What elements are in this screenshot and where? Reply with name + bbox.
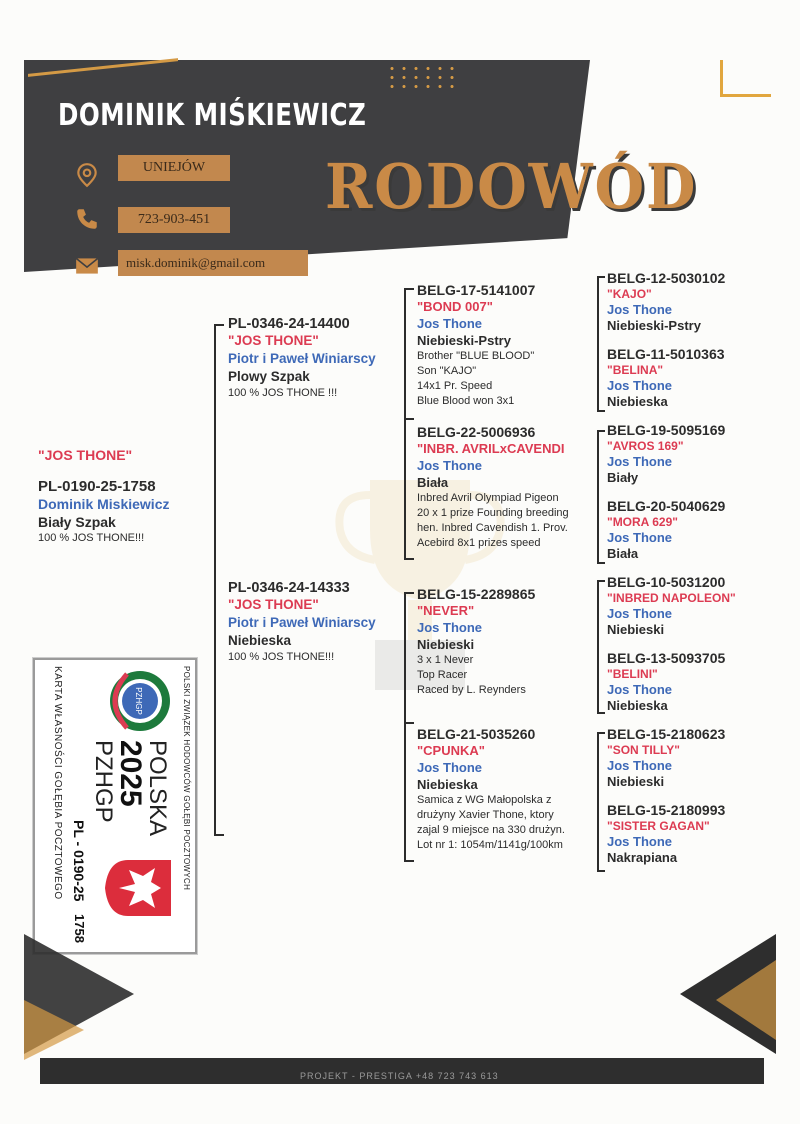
ggp-name: "KAJO"	[607, 287, 652, 301]
bracket-tick	[404, 592, 414, 594]
footer-triangle-right-accent	[716, 960, 776, 1040]
gp-note: zajal 9 miejsce na 330 drużyn.	[417, 824, 565, 836]
gp-note: 14x1 Pr. Speed	[417, 380, 493, 392]
header-dot-pattern	[386, 64, 456, 90]
grandparent-1	[417, 282, 535, 409]
gp-breeder: Jos Thone	[417, 458, 483, 473]
ggp-ring: BELG-20-5040629	[607, 498, 726, 514]
bracket-tick	[597, 580, 605, 582]
great-grandparent-7	[607, 726, 725, 790]
gp-color: Biała	[417, 475, 449, 490]
gp-ring: BELG-15-2289865	[417, 586, 536, 602]
ggp-ring: BELG-12-5030102	[607, 270, 726, 286]
phone-box: 723-903-451	[118, 207, 230, 233]
polish-eagle-emblem-icon	[103, 858, 173, 918]
gp-note: 3 x 1 Never	[417, 654, 474, 666]
dam-note: 100 % JOS THONE!!!	[228, 651, 335, 663]
ggp-ring: BELG-15-2180993	[607, 802, 726, 818]
great-grandparent-8	[607, 802, 725, 866]
subject-breeder: Dominik Miskiewicz	[38, 496, 170, 512]
bracket-tick	[597, 712, 605, 714]
gp-note: Brother "BLUE BLOOD"	[417, 350, 535, 362]
ggp-breeder: Jos Thone	[607, 378, 673, 393]
pzhgp-logo-text: PZHGP	[134, 687, 143, 715]
gp-note: Blue Blood won 3x1	[417, 395, 515, 407]
card-abbrev: PZHGP	[90, 740, 117, 823]
great-grandparent-1	[607, 270, 725, 334]
ggp-ring: BELG-15-2180623	[607, 726, 726, 742]
bracket-tick	[597, 870, 605, 872]
gp-color: Niebieski-Pstry	[417, 333, 511, 348]
bracket-gg-vertical-1	[597, 276, 599, 412]
gp-breeder: Jos Thone	[417, 620, 483, 635]
ggp-color: Niebieski-Pstry	[607, 318, 701, 333]
bracket-separator	[404, 722, 414, 724]
footer-triangle-left-accent	[24, 1000, 84, 1060]
bracket-tick	[404, 558, 414, 560]
ggp-color: Nakrapiana	[607, 850, 678, 865]
page-title: RODOWÓD	[325, 150, 698, 223]
owner-name: DOMINIK MIŚKIEWICZ	[58, 98, 367, 133]
ggp-breeder: Jos Thone	[607, 682, 673, 697]
gp-ring: BELG-17-5141007	[417, 282, 536, 298]
ggp-ring: BELG-19-5095169	[607, 422, 726, 438]
dam-ring: PL-0346-24-14333	[228, 580, 350, 596]
ggp-name: "SON TILLY"	[607, 743, 680, 757]
sire-pigeon	[228, 316, 376, 401]
great-grandparent-5	[607, 574, 736, 638]
bracket-tick	[404, 288, 414, 290]
gp-note: hen. Inbred Cavendish 1. Prov.	[417, 522, 568, 534]
bracket-tick	[597, 732, 605, 734]
ownership-card-content	[35, 660, 195, 952]
email-box: misk.dominik@gmail.com	[118, 250, 308, 276]
bracket-gg-vertical-2	[597, 430, 599, 564]
ggp-breeder: Jos Thone	[607, 834, 673, 849]
card-ring-prefix: PL - 0190-25	[71, 820, 87, 902]
dam-pigeon	[228, 580, 376, 665]
grandparent-2	[417, 424, 595, 551]
gp-name: "NEVER"	[417, 603, 475, 618]
gp-note: Son "KAJO"	[417, 365, 477, 377]
footer-text: PROJEKT - PRESTIGA +48 723 743 613	[300, 1071, 499, 1081]
ggp-ring: BELG-11-5010363	[607, 346, 725, 362]
ggp-name: "INBRED NAPOLEON"	[607, 591, 736, 605]
ggp-breeder: Jos Thone	[607, 302, 673, 317]
bracket-separator	[404, 418, 414, 420]
ggp-color: Biały	[607, 470, 639, 485]
dam-color: Niebieska	[228, 633, 292, 648]
bracket-sire-tick	[214, 324, 224, 326]
gp-note: Raced by L. Reynders	[417, 684, 526, 696]
gp-note: drużyny Xavier Thone, ktory	[417, 809, 554, 821]
bracket-sire-parents-vertical	[404, 288, 406, 560]
dam-breeder: Piotr i Paweł Winiarscy	[228, 615, 376, 630]
dam-name: "JOS THONE"	[228, 597, 319, 612]
ggp-ring: BELG-13-5093705	[607, 650, 726, 666]
grandparent-3	[417, 586, 535, 698]
bracket-dam-parents-vertical	[404, 592, 406, 862]
ggp-name: "MORA 629"	[607, 515, 678, 529]
card-ring-number: 1758	[72, 914, 87, 943]
ggp-name: "AVROS 169"	[607, 439, 684, 453]
bracket-tick	[597, 430, 605, 432]
subject-name: "JOS THONE"	[38, 447, 133, 463]
corner-bracket-decoration	[720, 60, 771, 97]
bracket-tick	[597, 410, 605, 412]
ggp-breeder: Jos Thone	[607, 606, 673, 621]
bracket-dam-tick	[214, 834, 224, 836]
ggp-color: Biała	[607, 546, 639, 561]
gp-note: Lot nr 1: 1054m/1141g/100km	[417, 839, 563, 851]
bracket-tick	[404, 860, 414, 862]
card-country: POLSKA	[144, 740, 171, 837]
pzhgp-logo-icon	[107, 668, 173, 734]
ownership-card	[33, 658, 197, 954]
sire-breeder: Piotr i Paweł Winiarscy	[228, 351, 376, 366]
card-year: 2025	[114, 740, 147, 807]
card-org: POLSKI ZWIĄZEK HODOWCÓW GOŁĘBI POCZTOWYCH	[182, 666, 191, 891]
subject-note: 100 % JOS THONE!!!	[38, 532, 145, 544]
great-grandparent-6	[607, 650, 725, 714]
gp-note: Top Racer	[417, 669, 468, 681]
ggp-color: Niebieska	[607, 698, 668, 713]
card-caption: KARTA WŁASNOŚCI GOŁĘBIA POCZTOWEGO	[52, 666, 63, 900]
location-pin-icon	[74, 162, 100, 188]
ggp-color: Niebieski	[607, 622, 665, 637]
grandparent-4	[417, 726, 565, 853]
gp-note: 20 x 1 prize Founding breeding	[417, 507, 569, 519]
ggp-name: "BELINI"	[607, 667, 658, 681]
gp-ring: BELG-22-5006936	[417, 424, 536, 440]
great-grandparent-2	[607, 346, 725, 410]
subject-pigeon	[38, 446, 169, 546]
gp-ring: BELG-21-5035260	[417, 726, 536, 742]
gp-name: "CPUNKA"	[417, 743, 485, 758]
bracket-sire-dam-vertical	[214, 324, 216, 836]
ggp-color: Niebieski	[607, 774, 665, 789]
ggp-name: "BELINA"	[607, 363, 664, 377]
gp-note: Inbred Avril Olympiad Pigeon	[417, 492, 559, 504]
sire-ring: PL-0346-24-14400	[228, 316, 350, 332]
bracket-tick	[597, 276, 605, 278]
phone-icon	[74, 206, 100, 232]
gp-color: Niebieska	[417, 777, 478, 792]
gp-breeder: Jos Thone	[417, 760, 483, 775]
gp-note: Acebird 8x1 prizes speed	[417, 537, 541, 549]
sire-color: Plowy Szpak	[228, 369, 310, 384]
envelope-icon	[74, 253, 100, 279]
sire-note: 100 % JOS THONE !!!	[228, 387, 338, 399]
ggp-name: "SISTER GAGAN"	[607, 819, 710, 833]
gp-name: "INBR. AVRILxCAVENDI	[417, 441, 565, 456]
subject-ring: PL-0190-25-1758	[38, 478, 156, 495]
bracket-gg-vertical-4	[597, 732, 599, 872]
subject-color: Biały Szpak	[38, 514, 116, 530]
gp-breeder: Jos Thone	[417, 316, 483, 331]
bracket-tick	[597, 562, 605, 564]
ggp-breeder: Jos Thone	[607, 758, 673, 773]
bracket-gg-vertical-3	[597, 580, 599, 714]
ggp-breeder: Jos Thone	[607, 454, 673, 469]
location-box: UNIEJÓW	[118, 155, 230, 181]
gp-color: Niebieski	[417, 637, 475, 652]
ggp-color: Niebieska	[607, 394, 668, 409]
great-grandparent-3	[607, 422, 725, 486]
ggp-breeder: Jos Thone	[607, 530, 673, 545]
sire-name: "JOS THONE"	[228, 333, 319, 348]
gp-name: "BOND 007"	[417, 299, 493, 314]
great-grandparent-4	[607, 498, 725, 562]
gp-note: Samica z WG Małopolska z	[417, 794, 552, 806]
ggp-ring: BELG-10-5031200	[607, 574, 726, 590]
